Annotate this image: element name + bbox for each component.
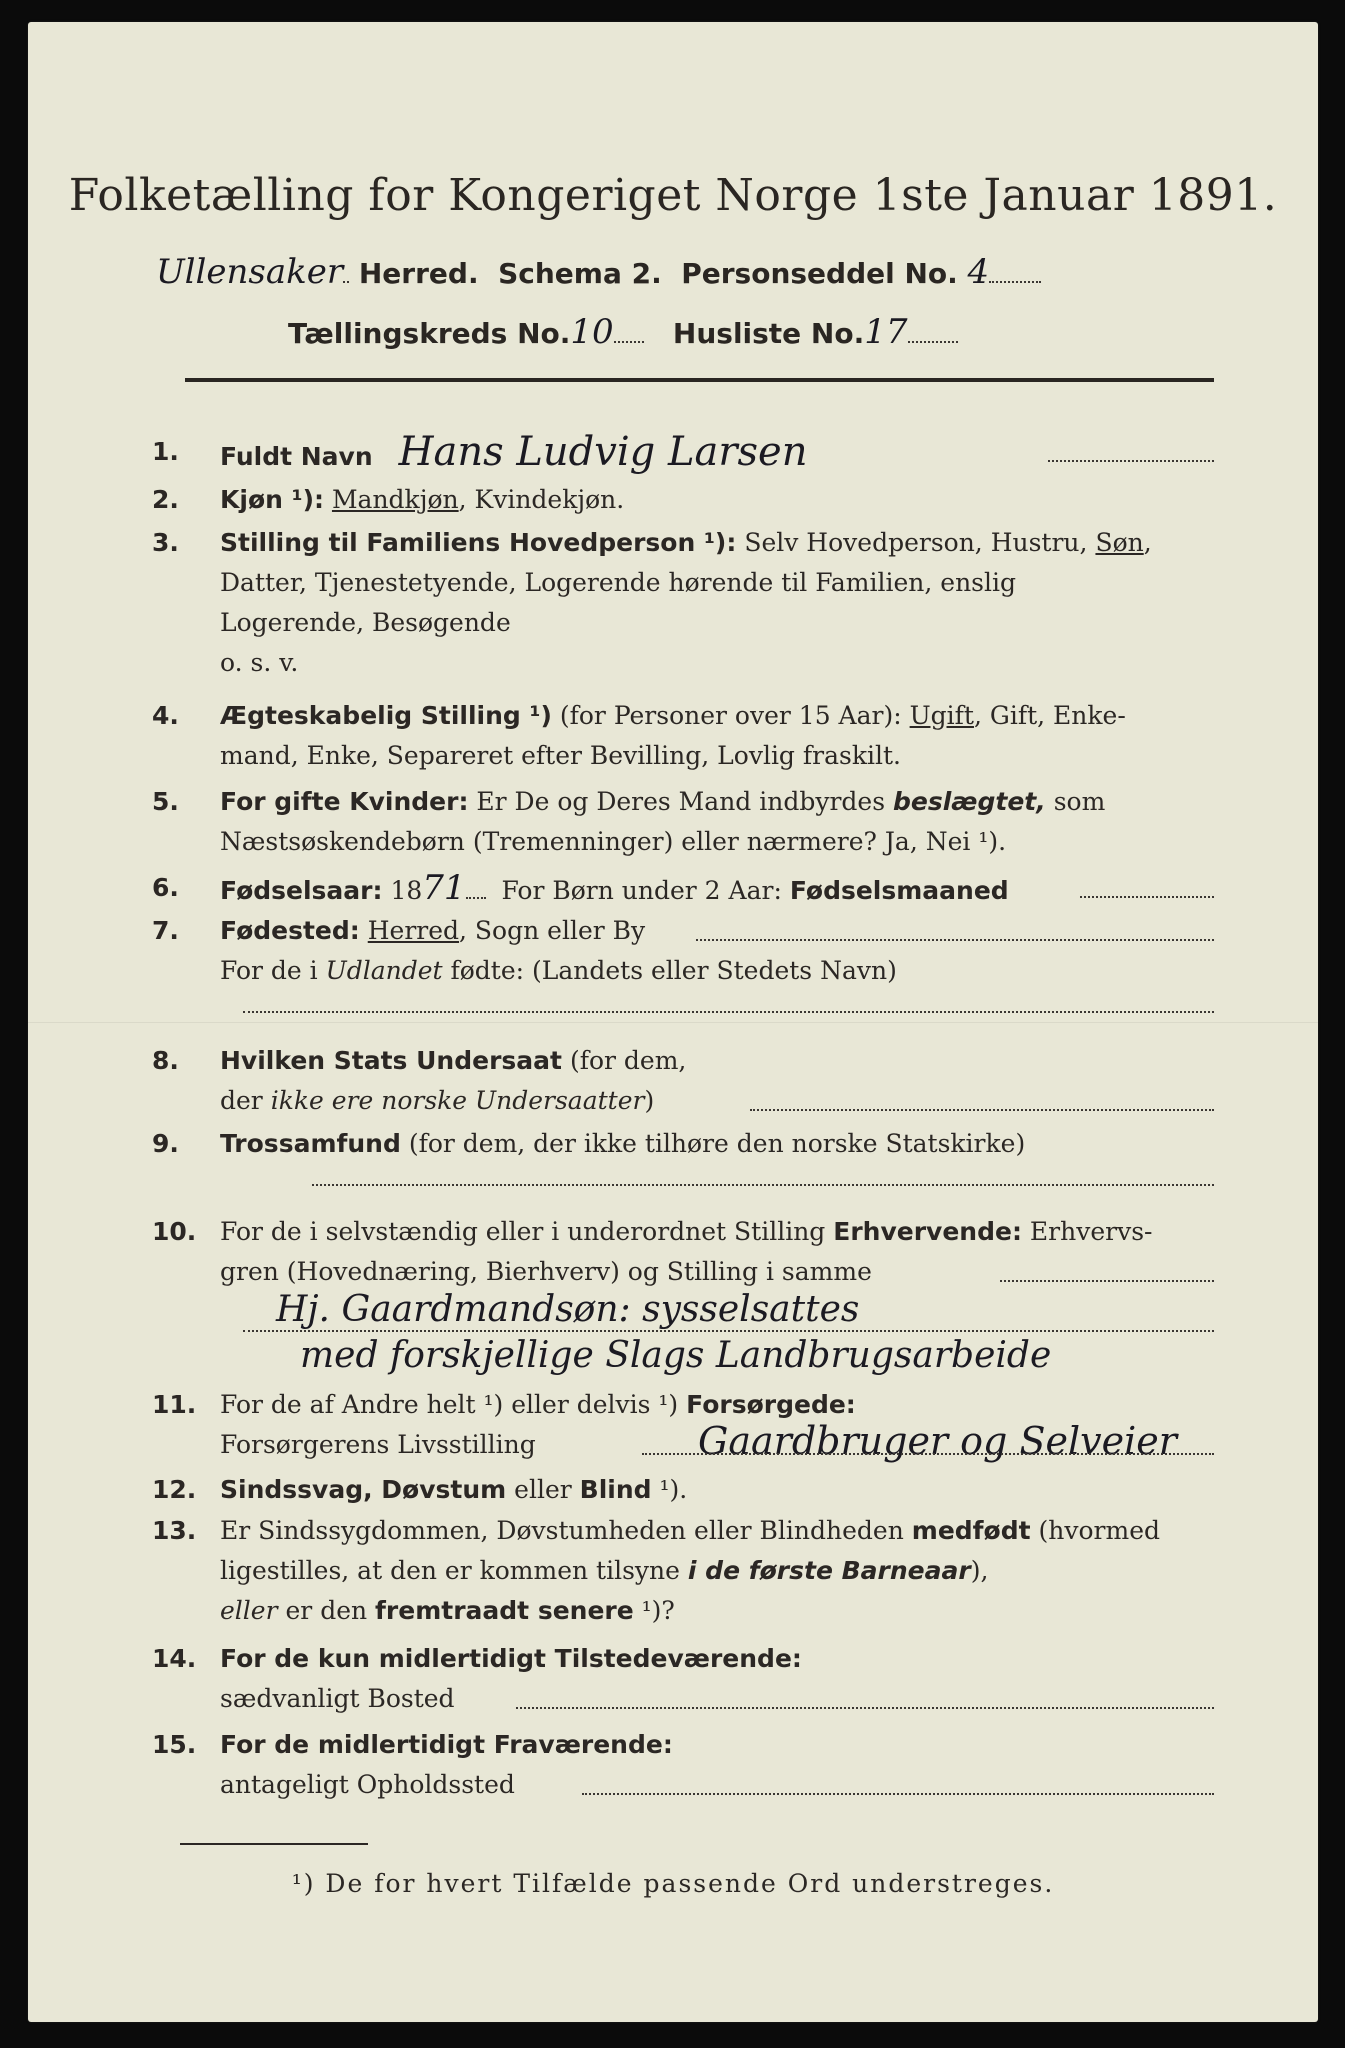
q12-number: 12. bbox=[152, 1475, 197, 1504]
q11-line1a: For de af Andre helt ¹) eller delvis ¹) bbox=[220, 1390, 679, 1419]
q2-number: 2. bbox=[152, 485, 179, 514]
q2-kvindekjon: , Kvindekjøn. bbox=[458, 485, 625, 514]
q13-number: 13. bbox=[152, 1516, 197, 1545]
husliste-label: Husliste No. bbox=[672, 317, 865, 350]
q10-number: 10. bbox=[152, 1217, 197, 1246]
fold-line bbox=[28, 1022, 1318, 1023]
q15-number: 15. bbox=[152, 1730, 197, 1759]
q6-prefix: 18 bbox=[390, 876, 423, 905]
census-form-sheet: Folketælling for Kongeriget Norge 1ste Januar 1891. Ullensaker Herred. Schema 2. Personseddel No. 4 Tællingskreds No.10 Husliste No.17 1. Fuldt Navn Hans Ludvig Larsen 2. Kjøn ¹): Mandkjøn, Kvindekjøn. 3. Stilling til Familiens Hovedperson ¹): Selv Hovedperson, Hustru, Søn, Datter, Tjenestetyende, Logerende hørende til Familien, enslig Logerende, Besøgende o. s. v. 4. Ægteskabelig Stilling ¹) (for Personer over 15 Aar): Ugift, Gift, Enke- mand, Enke, Separeret efter Bevilling, Lovlig fraskilt. 5. For gifte Kvinder: Er De og Deres Mand indbyrdes beslægtet, som Næstsøskendebørn (Tremenninger) eller nærmere? Ja, Nei ¹). 6. Fødselsaar: 1871 For Børn under 2 Aar: Fødselsmaaned 7. Fødested: Herred, Sogn eller By For de i Udlandet fødte: (Landets eller Stedets Navn) 8. Hvilken Stats Undersaat (for dem, der ikke ere norske Undersaatter) 9. Trossamfund (for dem, der ikke tilhøre den norske Statskirke) 10. For de i selvstændig eller i underordnet Stilling Erhvervende: Erhvervs- gren (Hovednæring, Bierhverv) og Stilling i samme Hj. Gaardmandsøn: sysselsattes med forskjellige Slags Landbrugsarbeide 11. For de af Andre helt ¹) eller delvis ¹) Forsørgede: Forsørgerens Livsstilling Gaardbruger og Selveier 12. Sindssvag, Døvstum eller Blind ¹). 13. Er Sindssygdommen, Døvstumheden eller Blindheden medfødt (hvormed ligestilles, at den er kommen tilsyne i de første Barneaar), eller er den fremtraadt senere ¹)? 14. For de kun midlertidigt Tilstedeværende: sædvanligt Bosted 15. For de midlertidigt Fraværende: antageligt Opholdssted ¹) De for hvert Tilfælde passende Ord understreges. bbox=[28, 22, 1318, 2022]
q6-rest: For Børn under 2 Aar: bbox=[501, 876, 782, 905]
q13-fremtraadt: fremtraadt senere bbox=[375, 1596, 634, 1625]
q13-line3i: eller bbox=[220, 1596, 278, 1625]
q9-number: 9. bbox=[152, 1129, 179, 1158]
q1-answer: Hans Ludvig Larsen bbox=[398, 429, 808, 475]
q15-line2: antageligt Opholdssted bbox=[220, 1770, 515, 1799]
q13-line2i: i de første Barneaar bbox=[687, 1556, 971, 1585]
herred-line bbox=[156, 252, 1041, 292]
q13-medfodt: medfødt bbox=[911, 1516, 1031, 1545]
q9-label: Trossamfund bbox=[220, 1129, 401, 1158]
q14-label: For de kun midlertidigt Tilstedeværende: bbox=[220, 1644, 802, 1673]
q12-line1b: eller bbox=[514, 1475, 572, 1504]
q5-number: 5. bbox=[152, 787, 179, 816]
q5-line2: Næstsøskendebørn (Tremenninger) eller nærmere? Ja, Nei ¹). bbox=[220, 827, 1007, 856]
kreds-value: 10 bbox=[570, 312, 614, 352]
q8-line2i: ikke ere norske Undersaatter bbox=[270, 1086, 645, 1115]
q5-beslaegtet: beslægtet, bbox=[893, 787, 1046, 816]
q4-line2: mand, Enke, Separeret efter Bevilling, Lovlig fraskilt. bbox=[220, 741, 901, 770]
husliste-value: 17 bbox=[864, 312, 908, 352]
q15-label: For de midlertidigt Fraværende: bbox=[220, 1730, 673, 1759]
q1-label: Fuldt Navn bbox=[220, 442, 373, 471]
q3-son: Søn bbox=[1095, 528, 1144, 557]
q3-line1: Selv Hovedperson, Hustru, bbox=[744, 528, 1088, 557]
q7-line1b: , Sogn eller By bbox=[459, 916, 646, 945]
footnote: ¹) De for hvert Tilfælde passende Ord understreges. bbox=[291, 1869, 1055, 1898]
q3-number: 3. bbox=[152, 528, 179, 557]
q1-number: 1. bbox=[152, 437, 179, 466]
q4-number: 4. bbox=[152, 701, 179, 730]
q13-line2a: ligestilles, at den er kommen tilsyne bbox=[220, 1556, 680, 1585]
q10-line2: gren (Hovednæring, Bierhverv) og Stilling i samme bbox=[220, 1257, 872, 1286]
q8-line2b: ) bbox=[644, 1086, 655, 1115]
q10-line1a: For de i selvstændig eller i underordnet Stilling bbox=[220, 1217, 826, 1246]
q7-line2b: fødte: (Landets eller Stedets Navn) bbox=[450, 956, 897, 985]
q9-line1b: (for dem, der ikke tilhøre den norske Statskirke) bbox=[408, 1129, 1026, 1158]
q6-answer: 71 bbox=[422, 868, 466, 908]
q5-label: For gifte Kvinder: bbox=[220, 787, 469, 816]
q4-line1b: , Gift, Enke- bbox=[973, 701, 1126, 730]
q3-label: Stilling til Familiens Hovedperson ¹): bbox=[220, 528, 737, 557]
q3-line2: Datter, Tjenestetyende, Logerende hørende til Familien, enslig bbox=[220, 568, 1017, 597]
q4-label: Ægteskabelig Stilling ¹) bbox=[220, 701, 552, 730]
q6-label: Fødselsaar: bbox=[220, 876, 383, 905]
q12-line1d: ¹). bbox=[659, 1475, 688, 1504]
q14-number: 14. bbox=[152, 1644, 197, 1673]
schema-label: Schema 2. bbox=[498, 257, 662, 290]
q2-mandkjon: Mandkjøn bbox=[331, 485, 459, 514]
q11-line2: Forsørgerens Livsstilling bbox=[220, 1430, 536, 1459]
q3-line3: Logerende, Besøgende bbox=[220, 608, 511, 637]
q2-label: Kjøn ¹): bbox=[220, 485, 324, 514]
q13-line2b: ), bbox=[970, 1556, 989, 1585]
q6-number: 6. bbox=[152, 873, 179, 902]
herred-label: Herred. bbox=[358, 257, 479, 290]
q7-line2a: For de i bbox=[220, 956, 318, 985]
kreds-line bbox=[288, 312, 958, 352]
q13-line1b: (hvormed bbox=[1038, 1516, 1161, 1545]
q8-line1b: (for dem, bbox=[569, 1046, 687, 1075]
q6-fodselsmaaned: Fødselsmaaned bbox=[789, 876, 1009, 905]
q5-line1: Er De og Deres Mand indbyrdes bbox=[476, 787, 886, 816]
q8-line2a: der bbox=[220, 1086, 263, 1115]
q5-line1b: som bbox=[1053, 787, 1106, 816]
q13-line3b: ¹)? bbox=[641, 1596, 675, 1625]
q14-line2: sædvanligt Bosted bbox=[220, 1684, 455, 1713]
q12-blind: Blind bbox=[579, 1475, 652, 1504]
q11-number: 11. bbox=[152, 1390, 197, 1419]
herred-value: Ullensaker bbox=[156, 252, 344, 292]
form-title: Folketælling for Kongeriget Norge 1ste Januar 1891. bbox=[68, 170, 1278, 221]
q8-label: Hvilken Stats Undersaat bbox=[220, 1046, 562, 1075]
q10-erhvervende: Erhvervende: bbox=[833, 1217, 1022, 1246]
q13-line3a: er den bbox=[285, 1596, 368, 1625]
kreds-label: Tællingskreds No. bbox=[288, 317, 571, 350]
q7-udlandet: Udlandet bbox=[325, 956, 443, 985]
q11-answer: Gaardbruger og Selveier bbox=[698, 1419, 1177, 1463]
q10-answer-line1: Hj. Gaardmandsøn: sysselsattes bbox=[276, 1289, 860, 1330]
q3-line4: o. s. v. bbox=[220, 648, 299, 677]
q4-line1: (for Personer over 15 Aar): bbox=[559, 701, 902, 730]
q13-line1a: Er Sindssygdommen, Døvstumheden eller Blindheden bbox=[220, 1516, 904, 1545]
q7-herred: Herred bbox=[367, 916, 460, 945]
personseddel-label: Personseddel No. bbox=[681, 257, 958, 290]
q12-label: Sindssvag, Døvstum bbox=[220, 1475, 507, 1504]
q4-ugift: Ugift bbox=[909, 701, 974, 730]
q10-answer-line2: med forskjellige Slags Landbrugsarbeide bbox=[300, 1335, 1052, 1376]
personseddel-value: 4 bbox=[967, 252, 990, 292]
q7-label: Fødested: bbox=[220, 916, 360, 945]
q7-number: 7. bbox=[152, 916, 179, 945]
footnote-rule bbox=[180, 1843, 368, 1845]
header-rule bbox=[185, 378, 1214, 382]
q10-line1b: Erhvervs- bbox=[1029, 1217, 1153, 1246]
q8-number: 8. bbox=[152, 1046, 179, 1075]
q11-forsorgede: Forsørgede: bbox=[686, 1390, 856, 1419]
